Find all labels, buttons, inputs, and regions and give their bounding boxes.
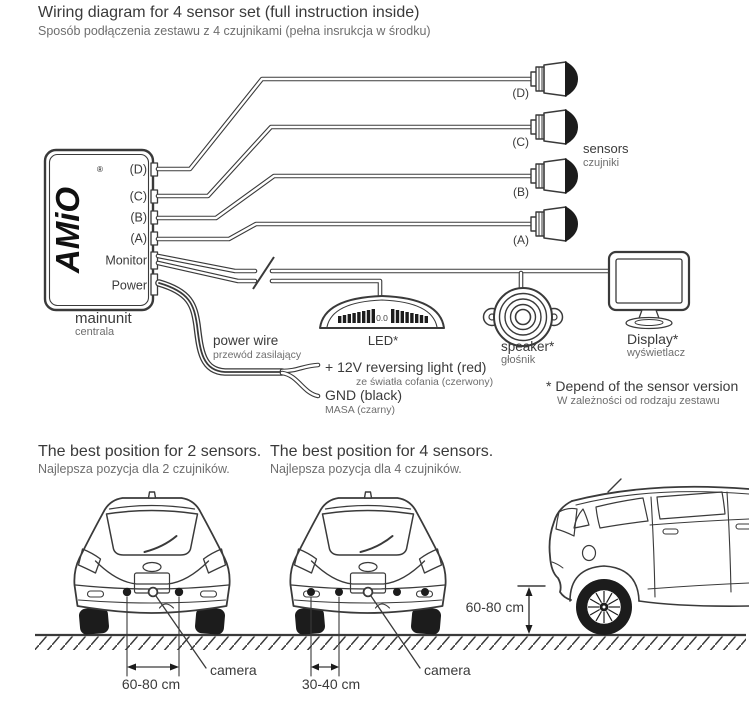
antenna-line [608, 479, 621, 492]
sensor-a [531, 206, 578, 242]
sensor-label-d: (D) [512, 86, 529, 100]
speaker [484, 288, 563, 366]
port-label-monitor: Monitor [105, 253, 147, 268]
sensor-dot [421, 588, 429, 596]
distance-2s: 60-80 cm [121, 676, 181, 692]
led-label: LED* [367, 333, 399, 348]
distance-4s: 30-40 cm [301, 676, 361, 692]
sensor-dot [123, 588, 131, 596]
gnd-label-pl: MASA (czarny) [325, 404, 396, 416]
ground [35, 635, 746, 650]
mainunit-label-pl: centrala [75, 326, 115, 338]
car-side-view [466, 479, 749, 635]
sensor-wires [158, 79, 532, 239]
car-rear-2-sensors [74, 492, 257, 692]
rear-wheel [576, 579, 632, 635]
sensor-label-b: (B) [513, 185, 529, 199]
sensor-c [531, 109, 578, 145]
sensor-label-a: (A) [513, 233, 529, 247]
camera-label-4s: camera [424, 662, 471, 678]
sensor-b [531, 158, 578, 194]
page-subtitle: Sposób podłączenia zestawu z 4 czujnikami (pełna insrukcja w środku) [38, 24, 431, 38]
sensors-label: sensors [583, 141, 629, 156]
car-rear-4-sensors [290, 492, 471, 692]
port-label-d: (D) [129, 162, 147, 177]
footnote: * Depend of the sensor version [546, 378, 739, 394]
display-label-pl: wyświetlacz [627, 347, 686, 359]
sensors-group [512, 61, 629, 247]
camera-dot [364, 588, 373, 597]
sensor-dot [175, 588, 183, 596]
camera-dot [149, 588, 158, 597]
footnote-pl: W zależności od rodzaju zestawu [557, 395, 720, 407]
sensor-label-c: (C) [512, 135, 529, 149]
led-readout: 0.0 [376, 313, 388, 323]
port-label-c: (C) [129, 189, 147, 204]
amio-logo: AMiO [49, 186, 86, 274]
camera-label-2s: camera [210, 662, 257, 678]
wire-break-icon [253, 257, 274, 289]
two-sensors-title-pl: Najlepsza pozycja dla 2 czujników. [38, 462, 230, 476]
mainunit-label: mainunit [75, 310, 132, 327]
sensor-dot [307, 588, 315, 596]
led-indicator [320, 296, 444, 348]
port-label-a: (A) [130, 231, 147, 246]
registered-mark: ® [97, 165, 103, 174]
four-sensors-title: The best position for 4 sensors. [270, 443, 494, 460]
power-wire-label-pl: przewód zasilający [213, 349, 302, 361]
height-value: 60-80 cm [465, 599, 524, 615]
gnd-label: GND (black) [325, 387, 403, 403]
two-sensors-title: The best position for 2 sensors. [38, 443, 262, 460]
sensors-label-pl: czujniki [583, 157, 620, 169]
sensor-dot [393, 588, 401, 596]
plus12v-label: + 12V reversing light (red) [325, 359, 487, 375]
four-sensors-title-pl: Najlepsza pozycja dla 4 czujników. [270, 462, 462, 476]
display-monitor [609, 252, 689, 359]
port-label-b: (B) [130, 210, 147, 225]
port-label-power: Power [111, 278, 147, 293]
speaker-label: speaker* [501, 339, 555, 354]
sensor-d [531, 61, 578, 97]
plus12v-label-pl: ze światła cofania (czerwony) [356, 376, 494, 388]
power-wire-label: power wire [213, 333, 279, 348]
sensor-dot [335, 588, 343, 596]
display-label: Display* [627, 331, 679, 347]
page-title: Wiring diagram for 4 sensor set (full instruction inside) [38, 4, 420, 21]
height-dimension [466, 586, 545, 634]
main-unit [45, 150, 158, 338]
speaker-label-pl: głośnik [501, 354, 536, 366]
